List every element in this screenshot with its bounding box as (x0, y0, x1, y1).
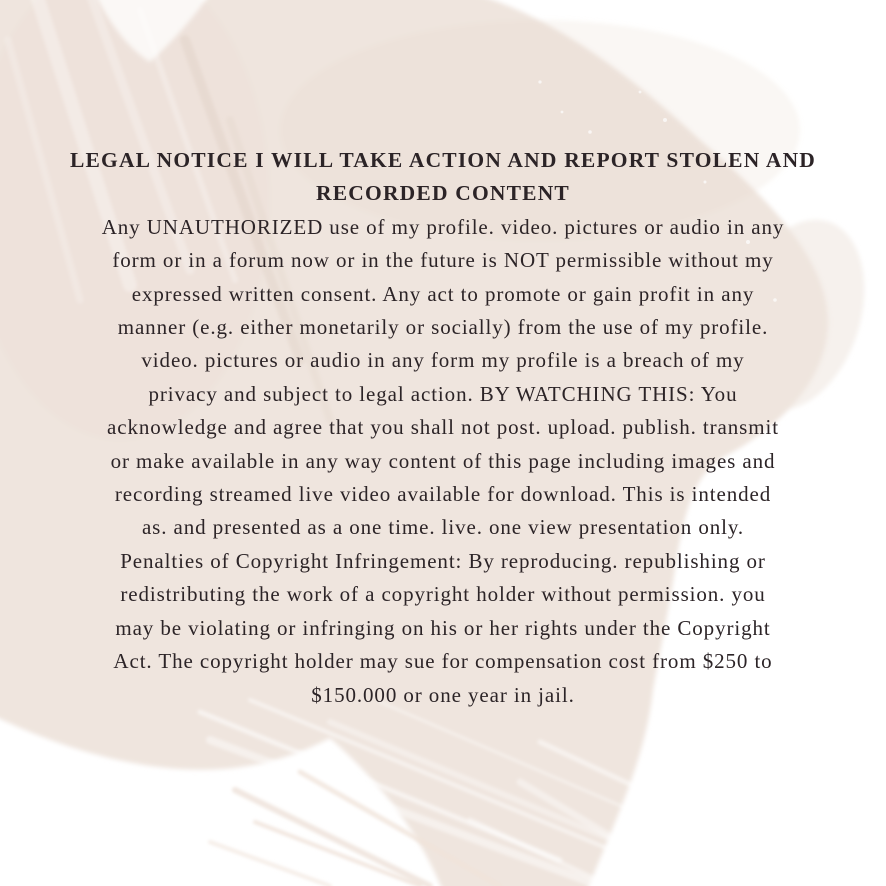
notice-title-line-1: LEGAL NOTICE I WILL TAKE ACTION AND REPORT STOLEN AND (69, 148, 817, 172)
notice-body-line: Any UNAUTHORIZED use of my profile. video. pictures or audio in any (101, 214, 785, 239)
notice-body-line: manner (e.g. either monetarily or socially) from the use of my profile. (117, 315, 769, 340)
notice-body-line: as. and presented as a one time. live. one view presentation only. (141, 515, 745, 540)
notice-body-line: acknowledge and agree that you shall not post. upload. publish. transmit (107, 415, 779, 440)
notice-body-line: privacy and subject to legal action. BY WATCHING THIS: You (148, 381, 738, 406)
notice-body-line: expressed written consent. Any act to promote or gain profit in any (131, 281, 755, 306)
notice-body-line: Act. The copyright holder may sue for compensation cost from $250 to (113, 649, 773, 674)
legal-notice-text (40, 144, 846, 712)
notice-body-line: or make available in any way content of this page including images and (110, 448, 776, 473)
notice-body-line: form or in a forum now or in the future is NOT permissible without my (112, 248, 774, 273)
notice-body-line: Penalties of Copyright Infringement: By reproducing. republishing or (120, 548, 766, 573)
notice-body-line: redistributing the work of a copyright holder without permission. you (120, 582, 766, 607)
notice-body-line: $150.000 or one year in jail. (311, 682, 575, 707)
notice-title-line-2: RECORDED CONTENT (316, 181, 570, 206)
notice-body-line: recording streamed live video available for download. This is intended (114, 482, 772, 507)
notice-body-line: video. pictures or audio in any form my profile is a breach of my (141, 348, 745, 373)
notice-body-line: may be violating or infringing on his or her rights under the Copyright (115, 615, 771, 640)
